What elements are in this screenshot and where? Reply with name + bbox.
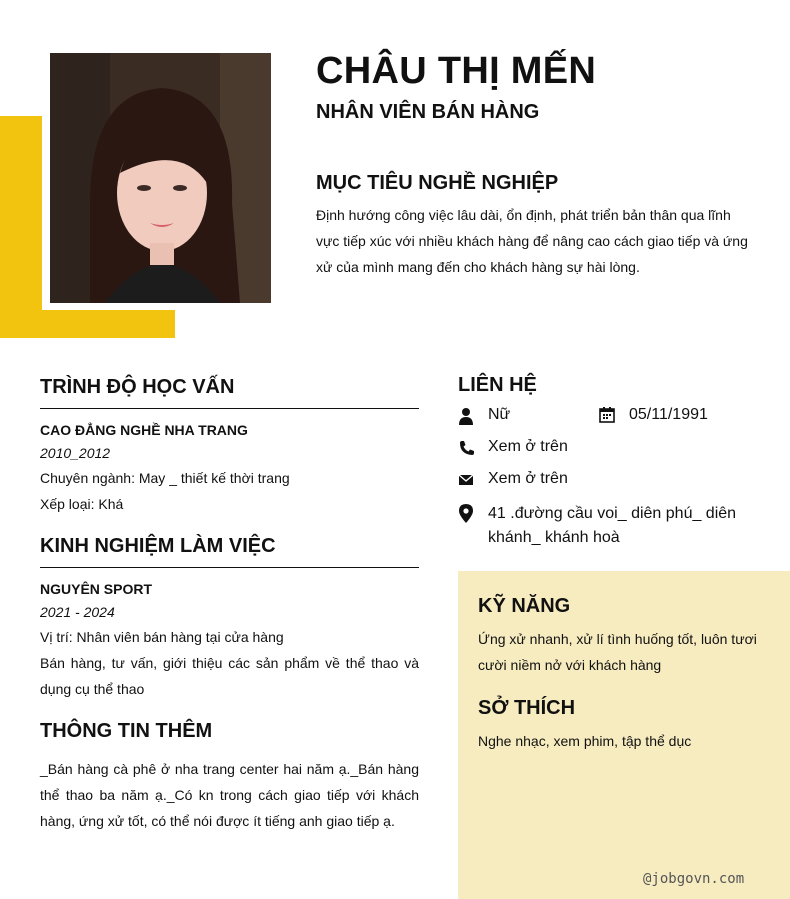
contact-address-row — [458, 502, 758, 550]
education-heading: TRÌNH ĐỘ HỌC VẤN — [40, 376, 235, 398]
contact-gender-row — [458, 406, 510, 424]
calendar-icon — [599, 406, 617, 424]
hobbies-heading: SỞ THÍCH — [478, 697, 576, 719]
contact-birthday: 05/11/1991 — [629, 406, 708, 423]
candidate-role: NHÂN VIÊN BÁN HÀNG — [316, 101, 540, 123]
education-years: 2010_2012 — [40, 445, 111, 461]
contact-email-row — [458, 470, 568, 488]
contact-gender: Nữ — [488, 406, 511, 423]
mail-icon — [458, 470, 476, 488]
phone-icon — [458, 438, 476, 456]
education-divider — [40, 408, 419, 409]
experience-description: Bán hàng, tư vấn, giới thiệu các sản phẩm về thể thao và dụng cụ thể thao — [40, 655, 419, 697]
education-major: Chuyên ngành: May _ thiết kế thời trang — [40, 470, 290, 486]
objective-heading: MỤC TIÊU NGHỀ NGHIỆP — [316, 172, 559, 194]
contact-phone: Xem ở trên — [488, 438, 568, 455]
accent-bar-horizontal — [0, 310, 175, 338]
experience-company: NGUYÊN SPORT — [40, 581, 153, 597]
contact-address: 41 .đường cầu voi_ diên phú_ diên khánh_ khánh hoà — [488, 505, 737, 546]
watermark: @jobgovn.com — [643, 871, 745, 887]
skills-heading: KỸ NĂNG — [478, 595, 571, 617]
profile-photo — [50, 53, 271, 303]
experience-heading: KINH NGHIỆM LÀM VIỆC — [40, 535, 276, 557]
hobbies-text: Nghe nhạc, xem phim, tập thể dục — [478, 733, 692, 749]
skills-text: Ứng xử nhanh, xử lí tình huống tốt, luôn tươi cười niềm nở với khách hàng — [478, 631, 757, 673]
additional-text: _Bán hàng cà phê ở nha trang center hai năm ạ._Bán hàng thể thao ba năm ạ._Có kn trong cách giao tiếp với khách hàng, ứng xử tốt, có thể nói được ít tiếng anh giao tiếp ạ. — [40, 761, 419, 829]
education-grade: Xếp loại: Khá — [40, 496, 124, 512]
experience-divider — [40, 567, 419, 568]
education-school: CAO ĐẲNG NGHỀ NHA TRANG — [40, 422, 248, 438]
objective-text: Định hướng công việc lâu dài, ổn định, phát triển bản thân qua lĩnh vực tiếp xúc với nhiều khách hàng để nâng cao cách giao tiếp và ứng xử của mình mang đến cho khách hàng sự hài lòng. — [316, 207, 748, 275]
candidate-name: CHÂU THỊ MẾN — [316, 50, 597, 92]
additional-heading: THÔNG TIN THÊM — [40, 720, 213, 742]
contact-heading: LIÊN HỆ — [458, 374, 537, 396]
contact-birthday-row — [599, 406, 708, 424]
experience-years: 2021 - 2024 — [40, 604, 115, 620]
accent-bar-vertical — [0, 116, 42, 338]
experience-position: Vị trí: Nhân viên bán hàng tại cửa hàng — [40, 629, 284, 645]
person-icon — [458, 406, 476, 424]
location-pin-icon — [458, 502, 476, 520]
contact-phone-row — [458, 438, 568, 456]
contact-email: Xem ở trên — [488, 470, 568, 487]
